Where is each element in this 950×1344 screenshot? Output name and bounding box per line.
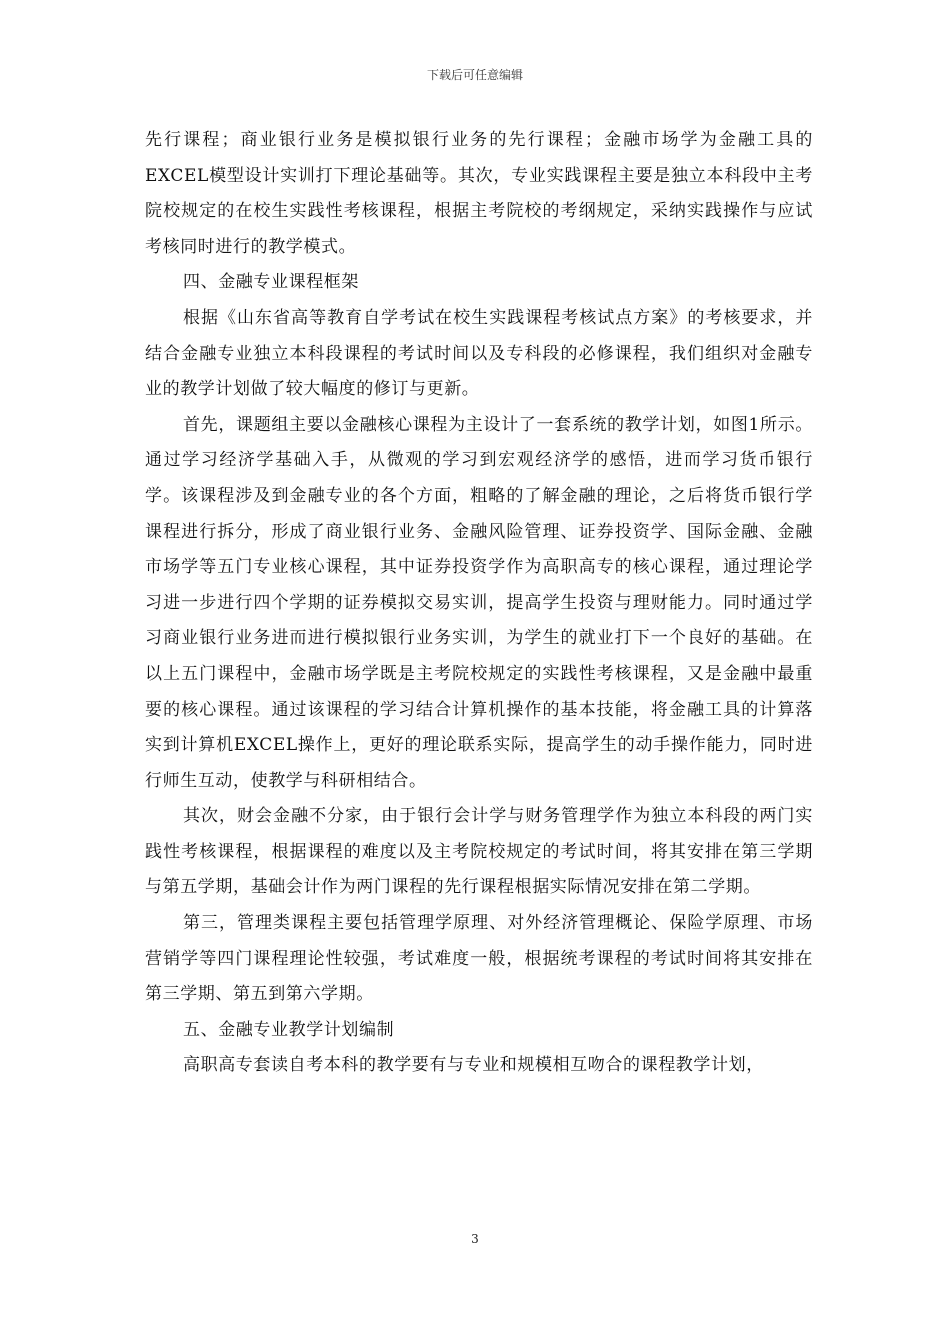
paragraph: 根据《山东省高等教育自学考试在校生实践课程考核试点方案》的考核要求，并结合金融专业独立本科段课程的考试时间以及专科段的必修课程，我们组织对金融专业的教学计划做了较大幅度的修订与更新。: [145, 307, 813, 400]
paragraph: 高职高专套读自考本科的教学要有与专业和规模相互吻合的课程教学计划，: [183, 1055, 764, 1076]
paragraph: 第三，管理类课程主要包括管理学原理、对外经济管理概论、保险学原理、市场营销学等四门课程理论性较强，考试难度一般，根据统考课程的考试时间将其安排在第三学期、第五到第六学期。: [145, 913, 813, 1005]
page-number: 3: [471, 1232, 479, 1246]
paragraph: 其次，财会金融不分家，由于银行会计学与财务管理学作为独立本科段的两门实践性考核课程，根据课程的难度以及主考院校规定的考试时间，将其安排在第三学期与第五学期，基础会计作为两门课程的先行课程根据实际情况安排在第二学期。: [145, 806, 813, 898]
paragraph-continuation: 先行课程；商业银行业务是模拟银行业务的先行课程；金融市场学为金融工具的EXCEL模型设计实训打下理论基础等。其次，专业实践课程主要是独立本科段中主考院校规定的在校生实践性考核课程，根据主考院校的考纲规定，采纳实践操作与应试考核同时进行的教学模式。: [145, 130, 813, 257]
section-heading-5: 五、金融专业教学计划编制: [183, 1019, 395, 1040]
page-header: 下载后可任意编辑: [426, 68, 523, 82]
paragraph: 首先，课题组主要以金融核心课程为主设计了一套系统的教学计划，如图1所示。通过学习经济学基础入手，从微观的学习到宏观经济学的感悟，进而学习货币银行学。该课程涉及到金融专业的各个方面，粗略的了解金融的理论，之后将货币银行学课程进行拆分，形成了商业银行业务、金融风险管理、证券投资学、国际金融、金融市场学等五门专业核心课程，其中证券投资学作为高职高专的核心课程，通过理论学习进一步进行四个学期的证券模拟交易实训，提高学生投资与理财能力。同时通过学习商业银行业务进而进行模拟银行业务实训，为学生的就业打下一个良好的基础。在以上五门课程中，金融市场学既是主考院校规定的实践性考核课程，又是金融中最重要的核心课程。通过该课程的学习结合计算机操作的基本技能，将金融工具的计算落实到计算机EXCEL操作上，更好的理论联系实际，提高学生的动手操作能力，同时进行师生互动，使教学与科研相结合。: [145, 414, 813, 791]
section-heading-4: 四、金融专业课程框架: [183, 272, 359, 293]
document-body: [145, 123, 813, 1084]
